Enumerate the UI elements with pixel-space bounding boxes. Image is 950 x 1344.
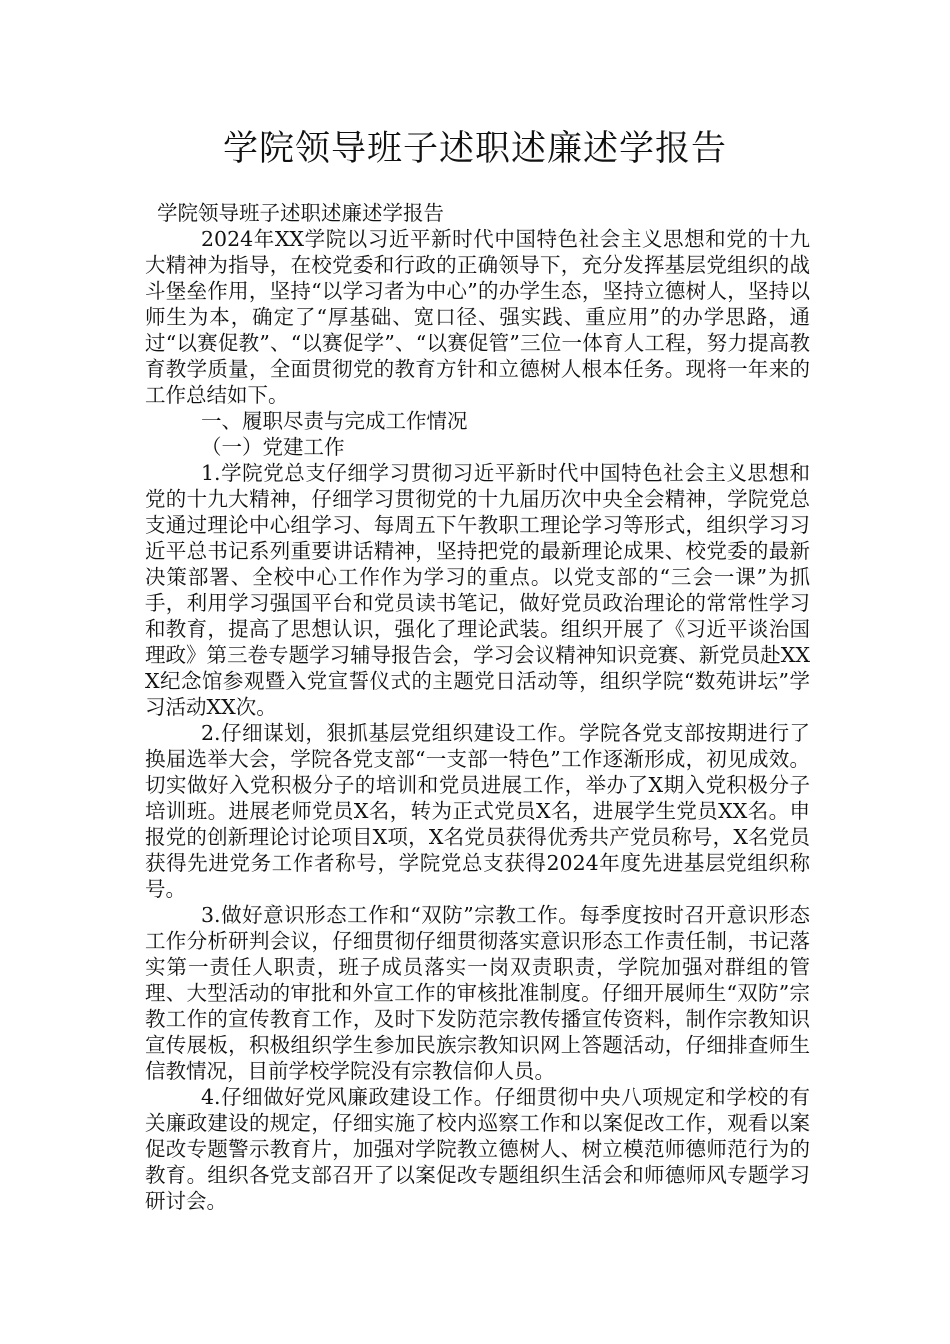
subsection-heading: （一）党建工作 xyxy=(201,435,345,459)
intro-paragraph: 2024年XX学院以习近平新时代中国特色社会主义思想和党的十九大精神为指导，在校党委和行政的正确领导下，充分发挥基层党组织的战斗堡垒作用，坚持“以学习者为中心”的办学生态，坚持立德树人，坚持以师生为本，确定了“厚基础、宽口径、强实践、重应用”的办学思路，通过“以赛促教”、“以赛促学”、“以赛促管”三位一体育人工程，努力提高教育教学质量，全面贯彻党的教育方针和立德树人根本任务。现将一年来的工作总结如下。 xyxy=(145,227,810,407)
body-paragraph: 2.仔细谋划，狠抓基层党组织建设工作。学院各党支部按期进行了换届选举大会，学院各党支部“一支部一特色”工作逐渐形成，初见成效。切实做好入党积极分子的培训和党员进展工作，举办了X期入党积极分子培训班。进展老师党员X名，转为正式党员X名，进展学生党员XX名。申报党的创新理论讨论项目X项，X名党员获得优秀共产党员称号，X名党员获得先进党务工作者称号，学院党总支获得2024年度先进基层党组织称号。 xyxy=(145,721,810,901)
document-title: 学院领导班子述职述廉述学报告 xyxy=(222,129,727,169)
body-paragraph: 4.仔细做好党风廉政建设工作。仔细贯彻中央八项规定和学校的有关廉政建设的规定，仔细实施了校内巡察工作和以案促改工作，观看以案促改专题警示教育片，加强对学院教立德树人、树立模范师德师范行为的教育。组织各党支部召开了以案促改专题组织生活会和师德师风专题学习研讨会。 xyxy=(145,1085,810,1213)
document-body xyxy=(145,200,810,1214)
section-heading: 一、履职尽责与完成工作情况 xyxy=(201,409,468,433)
body-paragraph: 1.学院党总支仔细学习贯彻习近平新时代中国特色社会主义思想和党的十九大精神，仔细学习贯彻党的十九届历次中央全会精神，学院党总支通过理论中心组学习、每周五下午教职工理论学习等形式，组织学习习近平总书记系列重要讲话精神，坚持把党的最新理论成果、校党委的最新决策部署、全校中心工作作为学习的重点。以党支部的“三会一课”为抓手，利用学习强国平台和党员读书笔记，做好党员政治理论的常常性学习和教育，提高了思想认识，强化了理论武装。组织开展了《习近平谈治国理政》第三卷专题学习辅导报告会，学习会议精神知识竞赛、新党员赴XXX纪念馆参观暨入党宣誓仪式的主题党日活动等，组织学院“数苑讲坛”学习活动XX次。 xyxy=(145,461,810,719)
document-subtitle: 学院领导班子述职述廉述学报告 xyxy=(157,201,444,225)
body-paragraph: 3.做好意识形态工作和“双防”宗教工作。每季度按时召开意识形态工作分析研判会议，仔细贯彻仔细贯彻落实意识形态工作责任制，书记落实第一责任人职责，班子成员落实一岗双责职责，学院加强对群组的管理、大型活动的审批和外宣工作的审核批准制度。仔细开展师生“双防”宗教工作的宣传教育工作，及时下发防范宗教传播宣传资料，制作宗教知识宣传展板，积极组织学生参加民族宗教知识网上答题活动，仔细排查师生信教情况，目前学校学院没有宗教信仰人员。 xyxy=(145,903,810,1083)
